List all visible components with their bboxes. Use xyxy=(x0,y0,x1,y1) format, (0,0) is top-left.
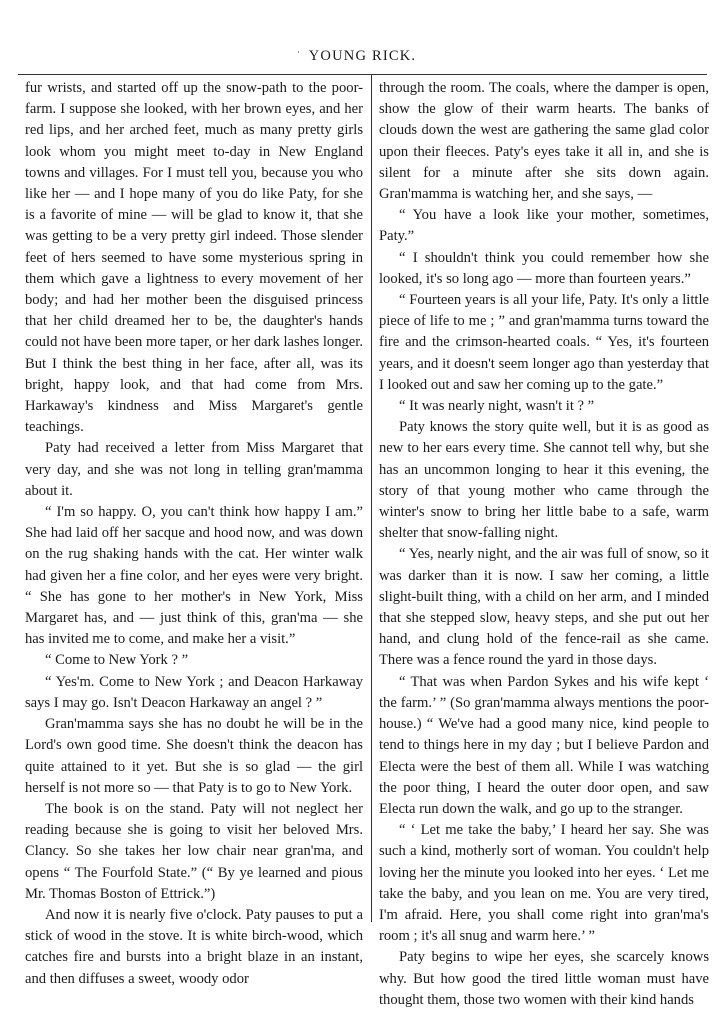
paragraph: “ That was when Pardon Sykes and his wife kept ‘ the farm.’ ” (So gran'mamma always mentions the poor-house.) “ We've had a good many nice, kind people to tend to things here in my day ; but I believe Pardon and Electa were the best of them all. While I was watching the poor thing, I heard the outer door open, and saw Electa run down the walk, and go up to the stranger. xyxy=(379,673,709,817)
paragraph: “ Come to New York ? ” xyxy=(45,652,189,669)
running-title: YOUNG RICK. xyxy=(308,48,417,64)
paragraph: Paty had received a letter from Miss Margaret that very day, and she was not long in telling gran'mamma about it. xyxy=(25,440,363,499)
paragraph: “ Yes, nearly night, and the air was full of snow, so it was darker than it is now. I saw her coming, a little slight-built thing, with a child on her arm, and I minded that she stepped slow, heavy steps, and she put out her hand, and clung hold of the fence-rail as she came. There was a fence round the yard in those days. xyxy=(379,546,709,669)
paragraph: Gran'mamma says she has no doubt he will be in the Lord's own good time. She doesn't think the deacon has quite attained to it yet. But she is so glad — the girl herself is not more so — that Paty is to go to New York. xyxy=(25,716,363,796)
header-rule xyxy=(18,74,707,75)
paragraph: Paty knows the story quite well, but it is as good as new to her ears every time. She cannot tell why, but she has an uncommon longing to hear it this evening, the story of that young mother who came through the winter's snow to bring her little babe to a safe, warm shelter that snow-falling night. xyxy=(379,419,709,542)
paragraph: “ I'm so happy. O, you can't think how happy I am.” She had laid off her sacque and hood now, and was down on the rug shaking hands with the cat. Her winter walk had given her a fine color, and her eyes were very bright. “ She has gone to her mother's in New York, Miss Margaret has, and — just think of this, gran'ma — she has invited me to come, and make her a visit.” xyxy=(25,504,363,648)
paragraph: “ It was nearly night, wasn't it ? ” xyxy=(399,398,595,415)
paragraph: And now it is nearly five o'clock. Paty pauses to put a stick of wood in the stove. It is white birch-wood, which catches fire and bursts into a bright blaze in an instant, and then diffuses a sweet, woody odor xyxy=(25,906,363,987)
paragraph: “ I shouldn't think you could remember how she looked, it's so long ago — more than fourteen years.” xyxy=(379,249,709,287)
column-divider xyxy=(371,74,372,922)
paragraph: “ Yes'm. Come to New York ; and Deacon Harkaway says I may go. Isn't Deacon Harkaway an angel ? ” xyxy=(25,673,363,711)
paragraph: fur wrists, and started off up the snow-path to the poor-farm. I suppose she looked, with her brown eyes, and her red lips, and her arched feet, much as many pretty girls look whom you might meet to-day in New England towns and villages. For I must tell you, because you who like her — and I hope many of you do like Paty, for she is a favorite of mine — will be glad to know it, that she was getting to be a very pretty girl indeed. Those slender feet of hers seemed to have some mysterious spring in them which gave a lightness to every movement of her body; and had her mother been the disguised princess that her child dreamed her to be, the daughter's hands could not have been more taper, or her dark lashes longer. But I think the best thing in her face, after all, was its bright, happy look, and that had come from Mrs. Harkaway's kindness and Miss Margaret's gentle teachings. xyxy=(25,80,363,436)
left-column xyxy=(25,78,363,990)
paragraph: “ ‘ Let me take the baby,’ I heard her say. She was such a kind, motherly sort of woman. You couldn't help loving her the minute you looked into her eyes. ‘ Let me take the baby, and you lean on me. You are very tired, I'm afraid. Here, you shall come right into gran'ma's room ; it's all snug and warm here.’ ” xyxy=(379,822,709,945)
paragraph: “ Fourteen years is all your life, Paty. It's only a little piece of life to me ; ” and gran'mamma turns toward the fire and the crimson-hearted coals. “ Yes, it's fourteen years, and it doesn't seem longer ago than yesterday that I looked out and saw her coming up to the gate.” xyxy=(379,292,709,393)
header-dot: · xyxy=(297,47,302,57)
paragraph: “ You have a look like your mother, sometimes, Paty.” xyxy=(379,207,709,245)
page-header xyxy=(0,48,725,65)
paragraph: through the room. The coals, where the damper is open, show the glow of their warm hearts. The banks of clouds down the west are gathering the same glad color upon their fleeces. Paty's eyes take it all in, and she is silent for a minute after she sits down again. Gran'mamma is watching her, and she says, — xyxy=(379,80,709,203)
paragraph: The book is on the stand. Paty will not neglect her reading because she is going to visit her beloved Mrs. Clancy. So she takes her low chair near gran'ma, and opens “ The Fourfold State.” (“ By ye learned and pious Mr. Thomas Boston of Ettrick.”) xyxy=(25,800,363,902)
paragraph: Paty begins to wipe her eyes, she scarcely knows why. But how good the tired little woman must have thought them, those two women with their kind hands xyxy=(379,949,709,1008)
right-column xyxy=(379,78,709,1011)
